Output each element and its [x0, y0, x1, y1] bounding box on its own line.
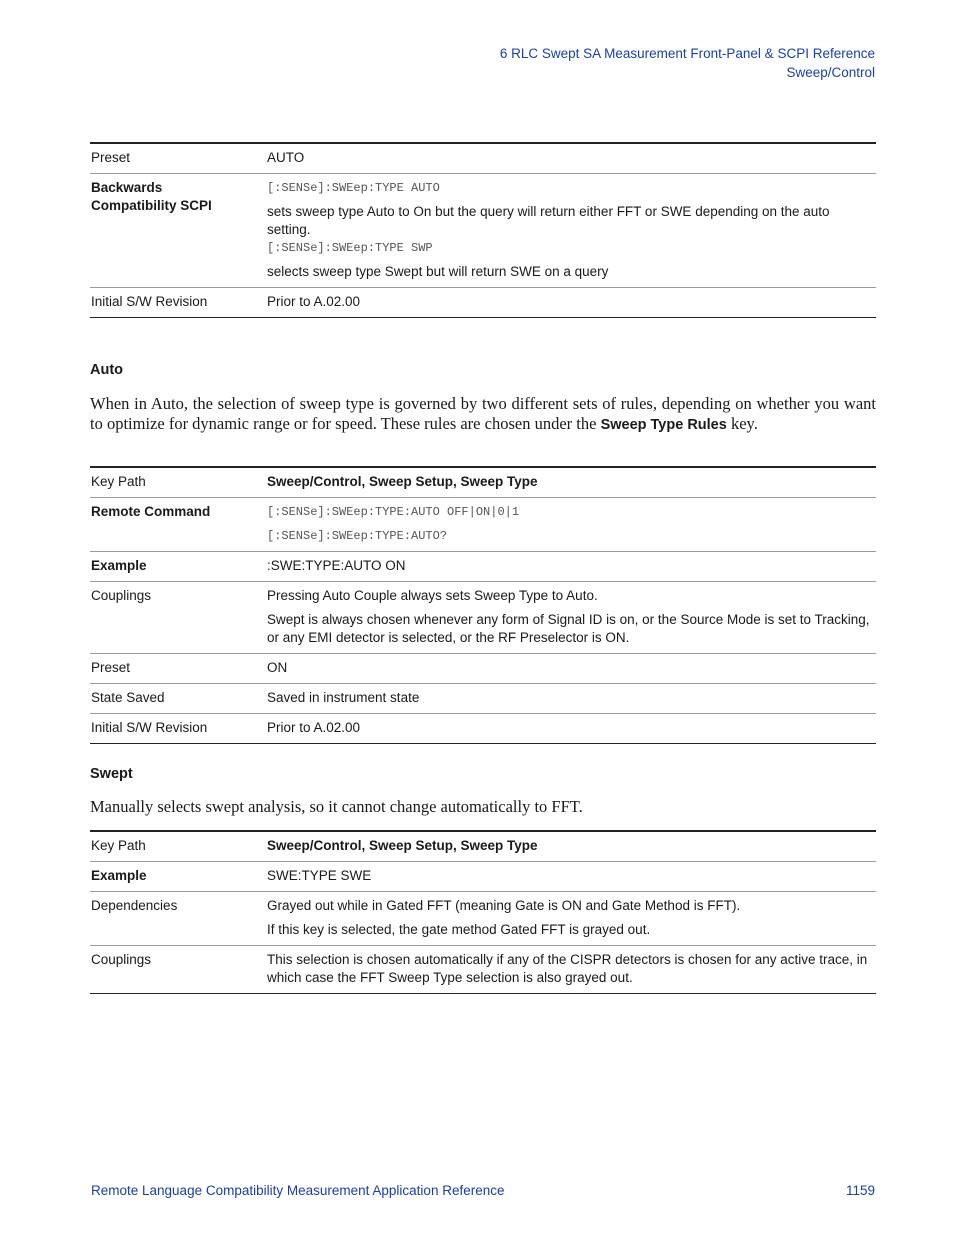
- row-label: Couplings: [91, 588, 152, 603]
- chapter-header: 6 RLC Swept SA Measurement Front-Panel & SCPI Reference: [499, 46, 875, 61]
- table-row: [90, 831, 876, 862]
- row-value: [265, 582, 876, 654]
- swept-table: [90, 830, 876, 994]
- row-value: Sweep/Control, Sweep Setup, Sweep Type: [267, 474, 538, 489]
- auto-table: [90, 466, 876, 744]
- row-label: Key Path: [91, 838, 146, 853]
- table-row: [90, 288, 876, 318]
- table-row: [90, 498, 876, 552]
- row-label: Couplings: [91, 952, 152, 967]
- row-label: Preset: [91, 660, 131, 675]
- page-number: 1159: [845, 1183, 875, 1198]
- row-value: [265, 498, 876, 552]
- table-row: [90, 552, 876, 582]
- auto-paragraph: [90, 394, 876, 435]
- auto-paragraph-text-end: key.: [726, 414, 758, 433]
- row-value: Prior to A.02.00: [267, 294, 361, 309]
- sweep-type-rules-keyword: Sweep Type Rules: [600, 417, 727, 433]
- dependencies-text: If this key is selected, the gate method Gated FFT is grayed out.: [267, 922, 651, 937]
- scpi-command: [:SENSe]:SWEep:TYPE SWP: [267, 241, 433, 255]
- row-value: Prior to A.02.00: [267, 720, 361, 735]
- row-label: Example: [91, 558, 147, 573]
- table-row: [90, 684, 876, 714]
- auto-heading: Auto: [90, 362, 124, 378]
- row-label: Example: [91, 868, 147, 883]
- dependencies-text: Grayed out while in Gated FFT (meaning Gate is ON and Gate Method is FFT).: [267, 898, 741, 913]
- row-value: This selection is chosen automatically if any of the CISPR detectors is chosen for any active trace, in which case the FFT Sweep Type selection is also grayed out.: [267, 952, 868, 985]
- row-label: Remote Command: [91, 504, 211, 519]
- backcompat-label-line1: Backwards: [91, 180, 163, 195]
- row-value: :SWE:TYPE:AUTO ON: [267, 558, 406, 573]
- swept-heading: Swept: [90, 766, 133, 782]
- row-value: [265, 174, 876, 288]
- table-row: [90, 582, 876, 654]
- table-row: [90, 714, 876, 744]
- row-value: SWE:TYPE SWE: [267, 868, 372, 883]
- table-row: [90, 862, 876, 892]
- table-row: [90, 174, 876, 288]
- row-value: Sweep/Control, Sweep Setup, Sweep Type: [267, 838, 538, 853]
- row-value: Saved in instrument state: [267, 690, 420, 705]
- couplings-text: Pressing Auto Couple always sets Sweep Type to Auto.: [267, 588, 598, 603]
- row-label: Dependencies: [91, 898, 178, 913]
- scpi-description: sets sweep type Auto to On but the query will return either FFT or SWE depending on the auto setting.: [267, 204, 830, 237]
- scpi-command: [:SENSe]:SWEep:TYPE:AUTO OFF|ON|0|1: [267, 505, 520, 519]
- backcompat-label-line2: Compatibility SCPI: [91, 198, 212, 213]
- scpi-description: selects sweep type Swept but will return SWE on a query: [267, 264, 609, 279]
- row-label: [90, 174, 265, 288]
- row-label: State Saved: [91, 690, 165, 705]
- scpi-query: [:SENSe]:SWEep:TYPE:AUTO?: [267, 529, 448, 543]
- section-header: Sweep/Control: [786, 65, 875, 80]
- row-label: Preset: [91, 150, 131, 165]
- row-label: Key Path: [91, 474, 146, 489]
- table-row: [90, 946, 876, 994]
- table-row: [90, 143, 876, 174]
- scpi-command: [:SENSe]:SWEep:TYPE AUTO: [267, 181, 440, 195]
- couplings-text: Swept is always chosen whenever any form of Signal ID is on, or the Source Mode is set to Tracking, or any EMI detector is selected, or the RF Preselector is ON.: [267, 612, 870, 645]
- row-value: [265, 892, 876, 946]
- table-row: [90, 892, 876, 946]
- preset-table: [90, 142, 876, 318]
- auto-paragraph-text: When in Auto, the selection of sweep type is governed by two different sets of rules, depending on whether you want to optimize for dynamic range or for speed. These rules are chosen under the: [90, 394, 876, 433]
- row-label: Initial S/W Revision: [91, 294, 208, 309]
- row-label: Initial S/W Revision: [91, 720, 208, 735]
- footer-title: Remote Language Compatibility Measurement Application Reference: [91, 1183, 505, 1198]
- table-row: [90, 467, 876, 498]
- swept-paragraph: Manually selects swept analysis, so it cannot change automatically to FFT.: [90, 797, 583, 816]
- row-value: AUTO: [267, 150, 305, 165]
- table-row: [90, 654, 876, 684]
- row-value: ON: [267, 660, 288, 675]
